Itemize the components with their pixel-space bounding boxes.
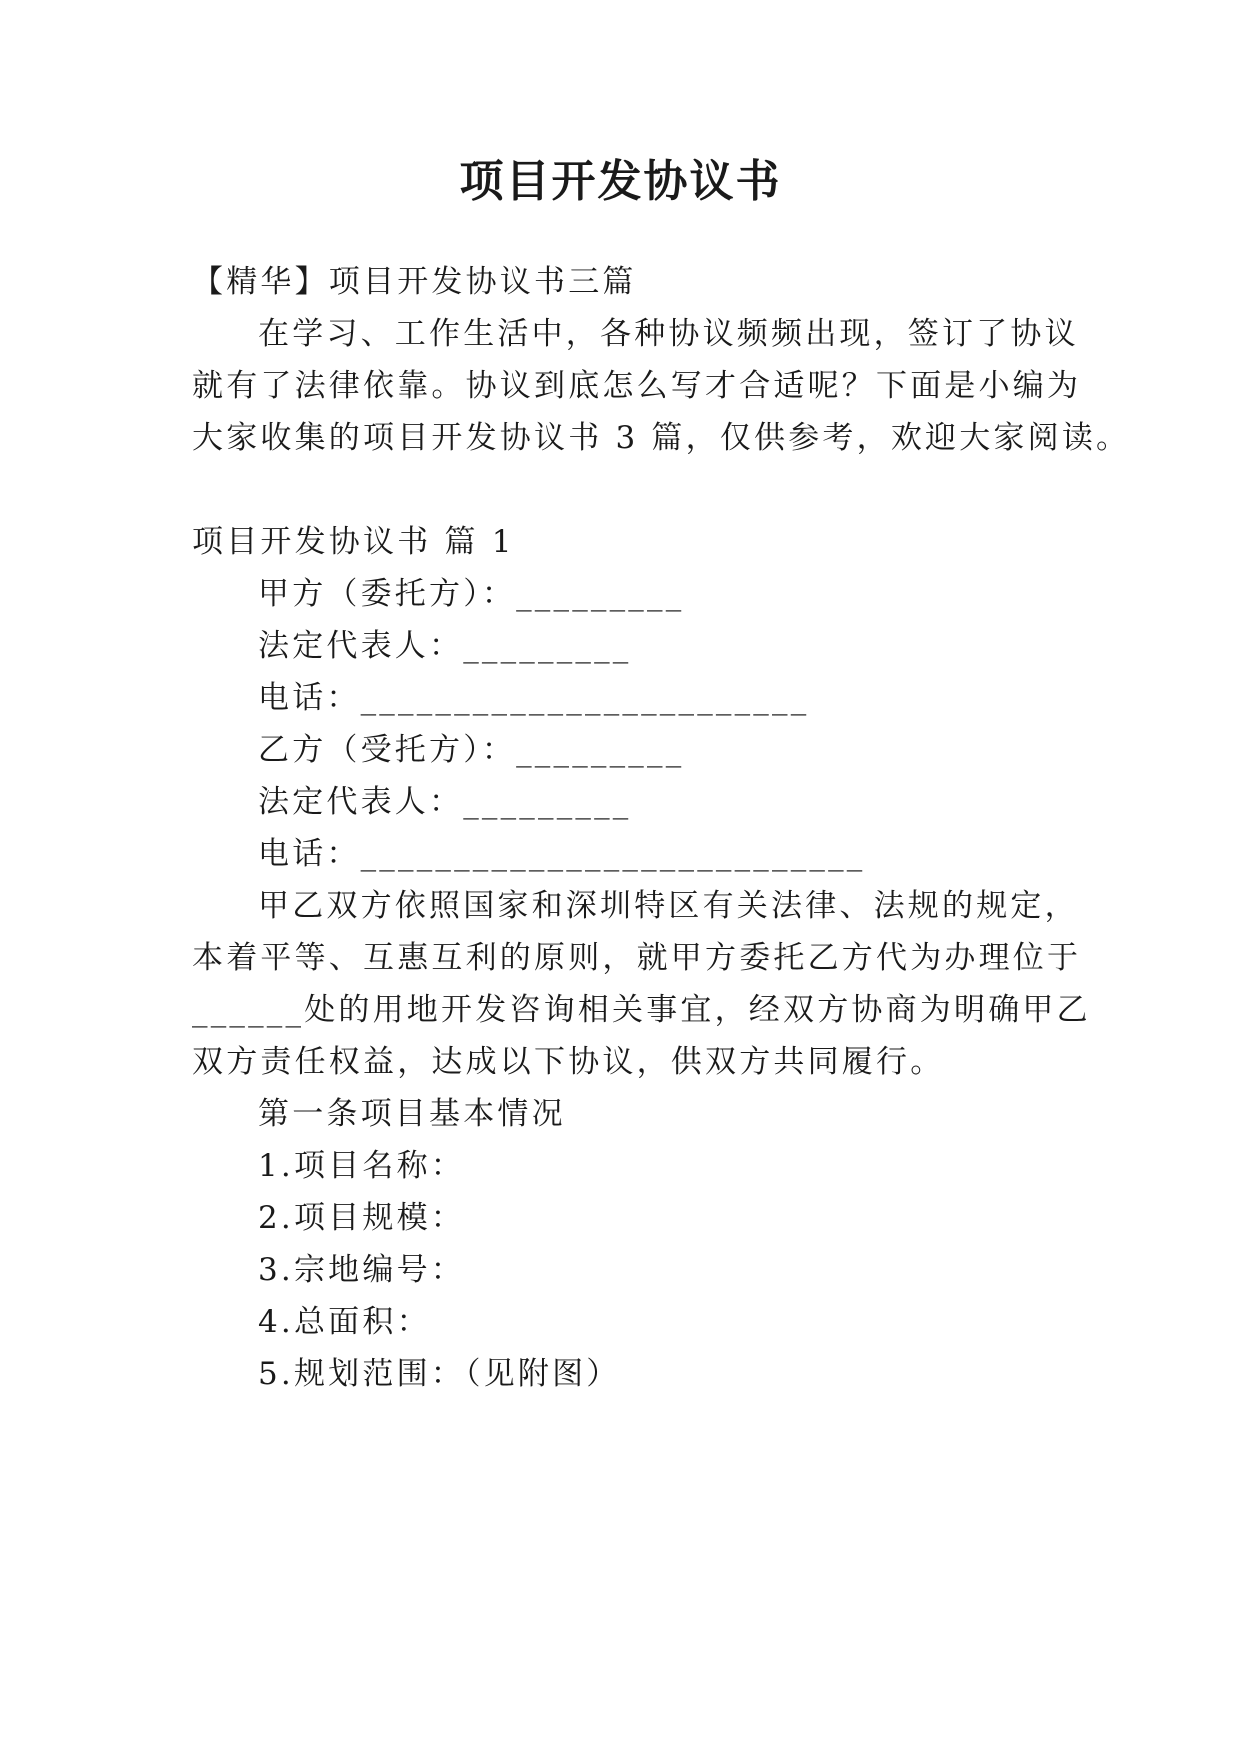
agreement-paragraph-line: ______处的用地开发咨询相关事宜，经双方协商为明确甲乙 (192, 992, 1091, 1028)
agreement-paragraph-line: 本着平等、互惠互利的原则，就甲方委托乙方代为办理位于 (192, 940, 1082, 976)
list-item: 2.项目规模： (258, 1200, 465, 1236)
article-heading: 第一条项目基本情况 (258, 1096, 566, 1132)
agreement-paragraph-line: 甲乙双方依照国家和深圳特区有关法律、法规的规定， (258, 888, 1079, 924)
list-item: 5.规划范围：（见附图） (258, 1356, 621, 1392)
list-item: 1.项目名称： (258, 1148, 465, 1184)
document-subtitle: 【精华】项目开发协议书三篇 (192, 264, 637, 300)
party-b-line: 乙方（受托方）：_________ (258, 732, 685, 768)
party-b-representative-line: 法定代表人：_________ (258, 784, 632, 820)
intro-paragraph-line: 大家收集的项目开发协议书 3 篇，仅供参考，欢迎大家阅读。 (192, 420, 1131, 456)
party-a-line: 甲方（委托方）：_________ (258, 576, 685, 612)
intro-paragraph-line: 在学习、工作生活中，各种协议频频出现，签订了协议 (258, 316, 1079, 352)
intro-paragraph-line: 就有了法律依靠。协议到底怎么写才合适呢？下面是小编为 (192, 368, 1082, 404)
list-item: 3.宗地编号： (258, 1252, 465, 1288)
agreement-paragraph-line: 双方责任权益，达成以下协议，供双方共同履行。 (192, 1044, 945, 1080)
section-heading: 项目开发协议书 篇 1 (192, 524, 515, 560)
party-a-representative-line: 法定代表人：_________ (258, 628, 632, 664)
list-item: 4.总面积： (258, 1304, 431, 1340)
party-a-phone-line: 电话：________________________ (258, 680, 810, 716)
party-b-phone-line: 电话：___________________________ (258, 836, 866, 872)
document-title: 项目开发协议书 (459, 156, 782, 207)
